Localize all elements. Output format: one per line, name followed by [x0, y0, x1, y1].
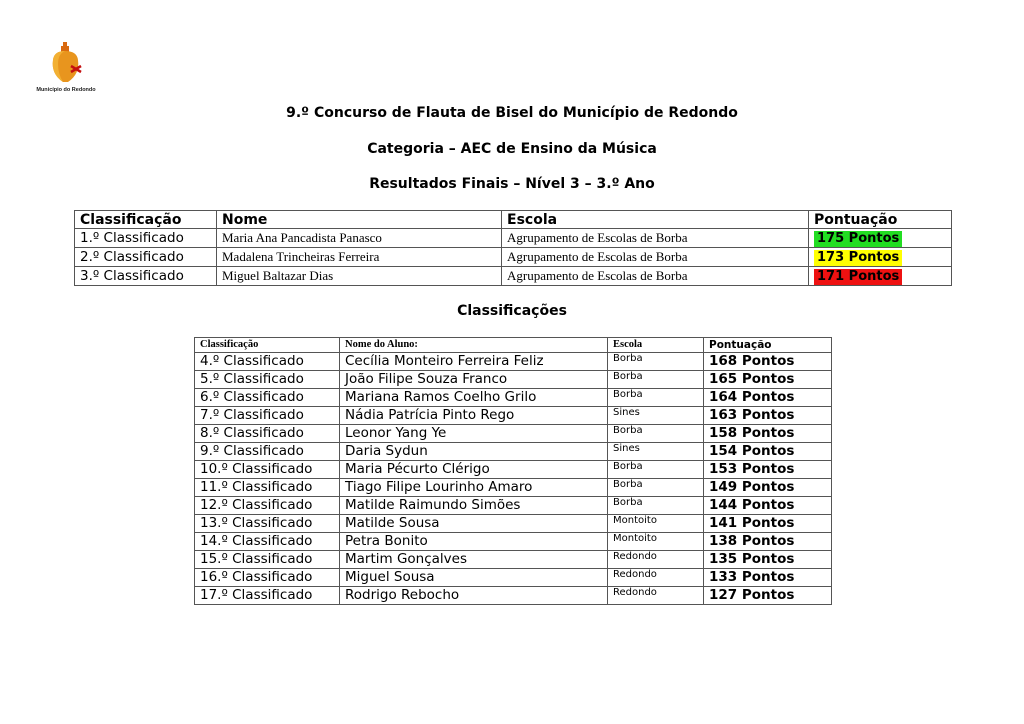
school-cell: Agrupamento de Escolas de Borba: [502, 248, 809, 267]
points-cell: 158 Pontos: [704, 425, 832, 443]
municipality-crest-icon: [46, 40, 86, 88]
points-cell: 164 Pontos: [704, 389, 832, 407]
column-header: Classificação: [195, 338, 340, 353]
rank-cell: 9.º Classificado: [195, 443, 340, 461]
table-row: [195, 371, 832, 389]
school-cell: Agrupamento de Escolas de Borba: [502, 267, 809, 286]
school-cell: Borba: [608, 389, 704, 407]
name-cell: Tiago Filipe Lourinho Amaro: [340, 479, 608, 497]
category-heading: Categoria – AEC de Ensino da Música: [367, 141, 657, 157]
podium-table: [74, 210, 952, 286]
school-cell: Agrupamento de Escolas de Borba: [502, 229, 809, 248]
table-row: [195, 443, 832, 461]
rank-cell: 6.º Classificado: [195, 389, 340, 407]
rank-cell: 7.º Classificado: [195, 407, 340, 425]
name-cell: Matilde Sousa: [340, 515, 608, 533]
logo-caption: Município do Redondo: [36, 87, 96, 93]
school-cell: Borba: [608, 425, 704, 443]
column-header: Nome: [217, 211, 502, 229]
rank-cell: 16.º Classificado: [195, 569, 340, 587]
points-cell: 168 Pontos: [704, 353, 832, 371]
table-row: [195, 479, 832, 497]
rank-cell: 15.º Classificado: [195, 551, 340, 569]
document-title: 9.º Concurso de Flauta de Bisel do Município de Redondo: [286, 105, 738, 121]
column-header: Pontuação: [809, 211, 952, 229]
points-highlight: 171 Pontos: [814, 269, 902, 285]
table-row: [195, 569, 832, 587]
points-cell: 127 Pontos: [704, 587, 832, 605]
table-row: [75, 267, 952, 286]
rank-cell: 10.º Classificado: [195, 461, 340, 479]
points-cell: 133 Pontos: [704, 569, 832, 587]
points-cell: [809, 267, 952, 286]
table-row: [75, 248, 952, 267]
rank-cell: 4.º Classificado: [195, 353, 340, 371]
name-cell: Petra Bonito: [340, 533, 608, 551]
name-cell: João Filipe Souza Franco: [340, 371, 608, 389]
points-cell: 165 Pontos: [704, 371, 832, 389]
rank-cell: 2.º Classificado: [75, 248, 217, 267]
school-cell: Montoito: [608, 533, 704, 551]
rank-cell: 8.º Classificado: [195, 425, 340, 443]
table-row: [195, 515, 832, 533]
school-cell: Redondo: [608, 587, 704, 605]
table-row: [195, 587, 832, 605]
points-cell: 153 Pontos: [704, 461, 832, 479]
points-highlight: 173 Pontos: [814, 250, 902, 266]
name-cell: Cecília Monteiro Ferreira Feliz: [340, 353, 608, 371]
name-cell: Miguel Sousa: [340, 569, 608, 587]
rank-cell: 5.º Classificado: [195, 371, 340, 389]
table-row: [195, 389, 832, 407]
school-cell: Sines: [608, 443, 704, 461]
municipality-logo: [36, 40, 96, 96]
school-cell: Borba: [608, 353, 704, 371]
ranking-table: [194, 337, 832, 605]
rank-cell: 3.º Classificado: [75, 267, 217, 286]
ranking-header-row: [195, 338, 832, 353]
name-cell: Rodrigo Rebocho: [340, 587, 608, 605]
school-cell: Redondo: [608, 569, 704, 587]
rank-cell: 13.º Classificado: [195, 515, 340, 533]
school-cell: Borba: [608, 371, 704, 389]
school-cell: Redondo: [608, 551, 704, 569]
table-row: [195, 425, 832, 443]
name-cell: Madalena Trincheiras Ferreira: [217, 248, 502, 267]
points-cell: 154 Pontos: [704, 443, 832, 461]
points-cell: 163 Pontos: [704, 407, 832, 425]
table-row: [195, 353, 832, 371]
name-cell: Daria Sydun: [340, 443, 608, 461]
name-cell: Martim Gonçalves: [340, 551, 608, 569]
name-cell: Miguel Baltazar Dias: [217, 267, 502, 286]
rank-cell: 1.º Classificado: [75, 229, 217, 248]
table-row: [195, 497, 832, 515]
points-cell: 135 Pontos: [704, 551, 832, 569]
points-cell: [809, 248, 952, 267]
table-row: [195, 461, 832, 479]
name-cell: Maria Pécurto Clérigo: [340, 461, 608, 479]
points-cell: 149 Pontos: [704, 479, 832, 497]
name-cell: Leonor Yang Ye: [340, 425, 608, 443]
name-cell: Mariana Ramos Coelho Grilo: [340, 389, 608, 407]
results-heading: Resultados Finais – Nível 3 – 3.º Ano: [369, 176, 655, 192]
column-header: Classificação: [75, 211, 217, 229]
school-cell: Montoito: [608, 515, 704, 533]
column-header: Escola: [502, 211, 809, 229]
rank-cell: 11.º Classificado: [195, 479, 340, 497]
column-header: Nome do Aluno:: [340, 338, 608, 353]
points-cell: [809, 229, 952, 248]
name-cell: Matilde Raimundo Simões: [340, 497, 608, 515]
rank-cell: 17.º Classificado: [195, 587, 340, 605]
name-cell: Nádia Patrícia Pinto Rego: [340, 407, 608, 425]
column-header: Escola: [608, 338, 704, 353]
points-cell: 144 Pontos: [704, 497, 832, 515]
podium-header-row: [75, 211, 952, 229]
points-cell: 141 Pontos: [704, 515, 832, 533]
column-header: Pontuação: [704, 338, 832, 353]
name-cell: Maria Ana Pancadista Panasco: [217, 229, 502, 248]
table-row: [195, 533, 832, 551]
classifications-heading: Classificações: [457, 303, 567, 319]
rank-cell: 12.º Classificado: [195, 497, 340, 515]
table-row: [195, 407, 832, 425]
points-highlight: 175 Pontos: [814, 231, 902, 247]
school-cell: Sines: [608, 407, 704, 425]
points-cell: 138 Pontos: [704, 533, 832, 551]
school-cell: Borba: [608, 497, 704, 515]
table-row: [195, 551, 832, 569]
school-cell: Borba: [608, 461, 704, 479]
table-row: [75, 229, 952, 248]
rank-cell: 14.º Classificado: [195, 533, 340, 551]
school-cell: Borba: [608, 479, 704, 497]
